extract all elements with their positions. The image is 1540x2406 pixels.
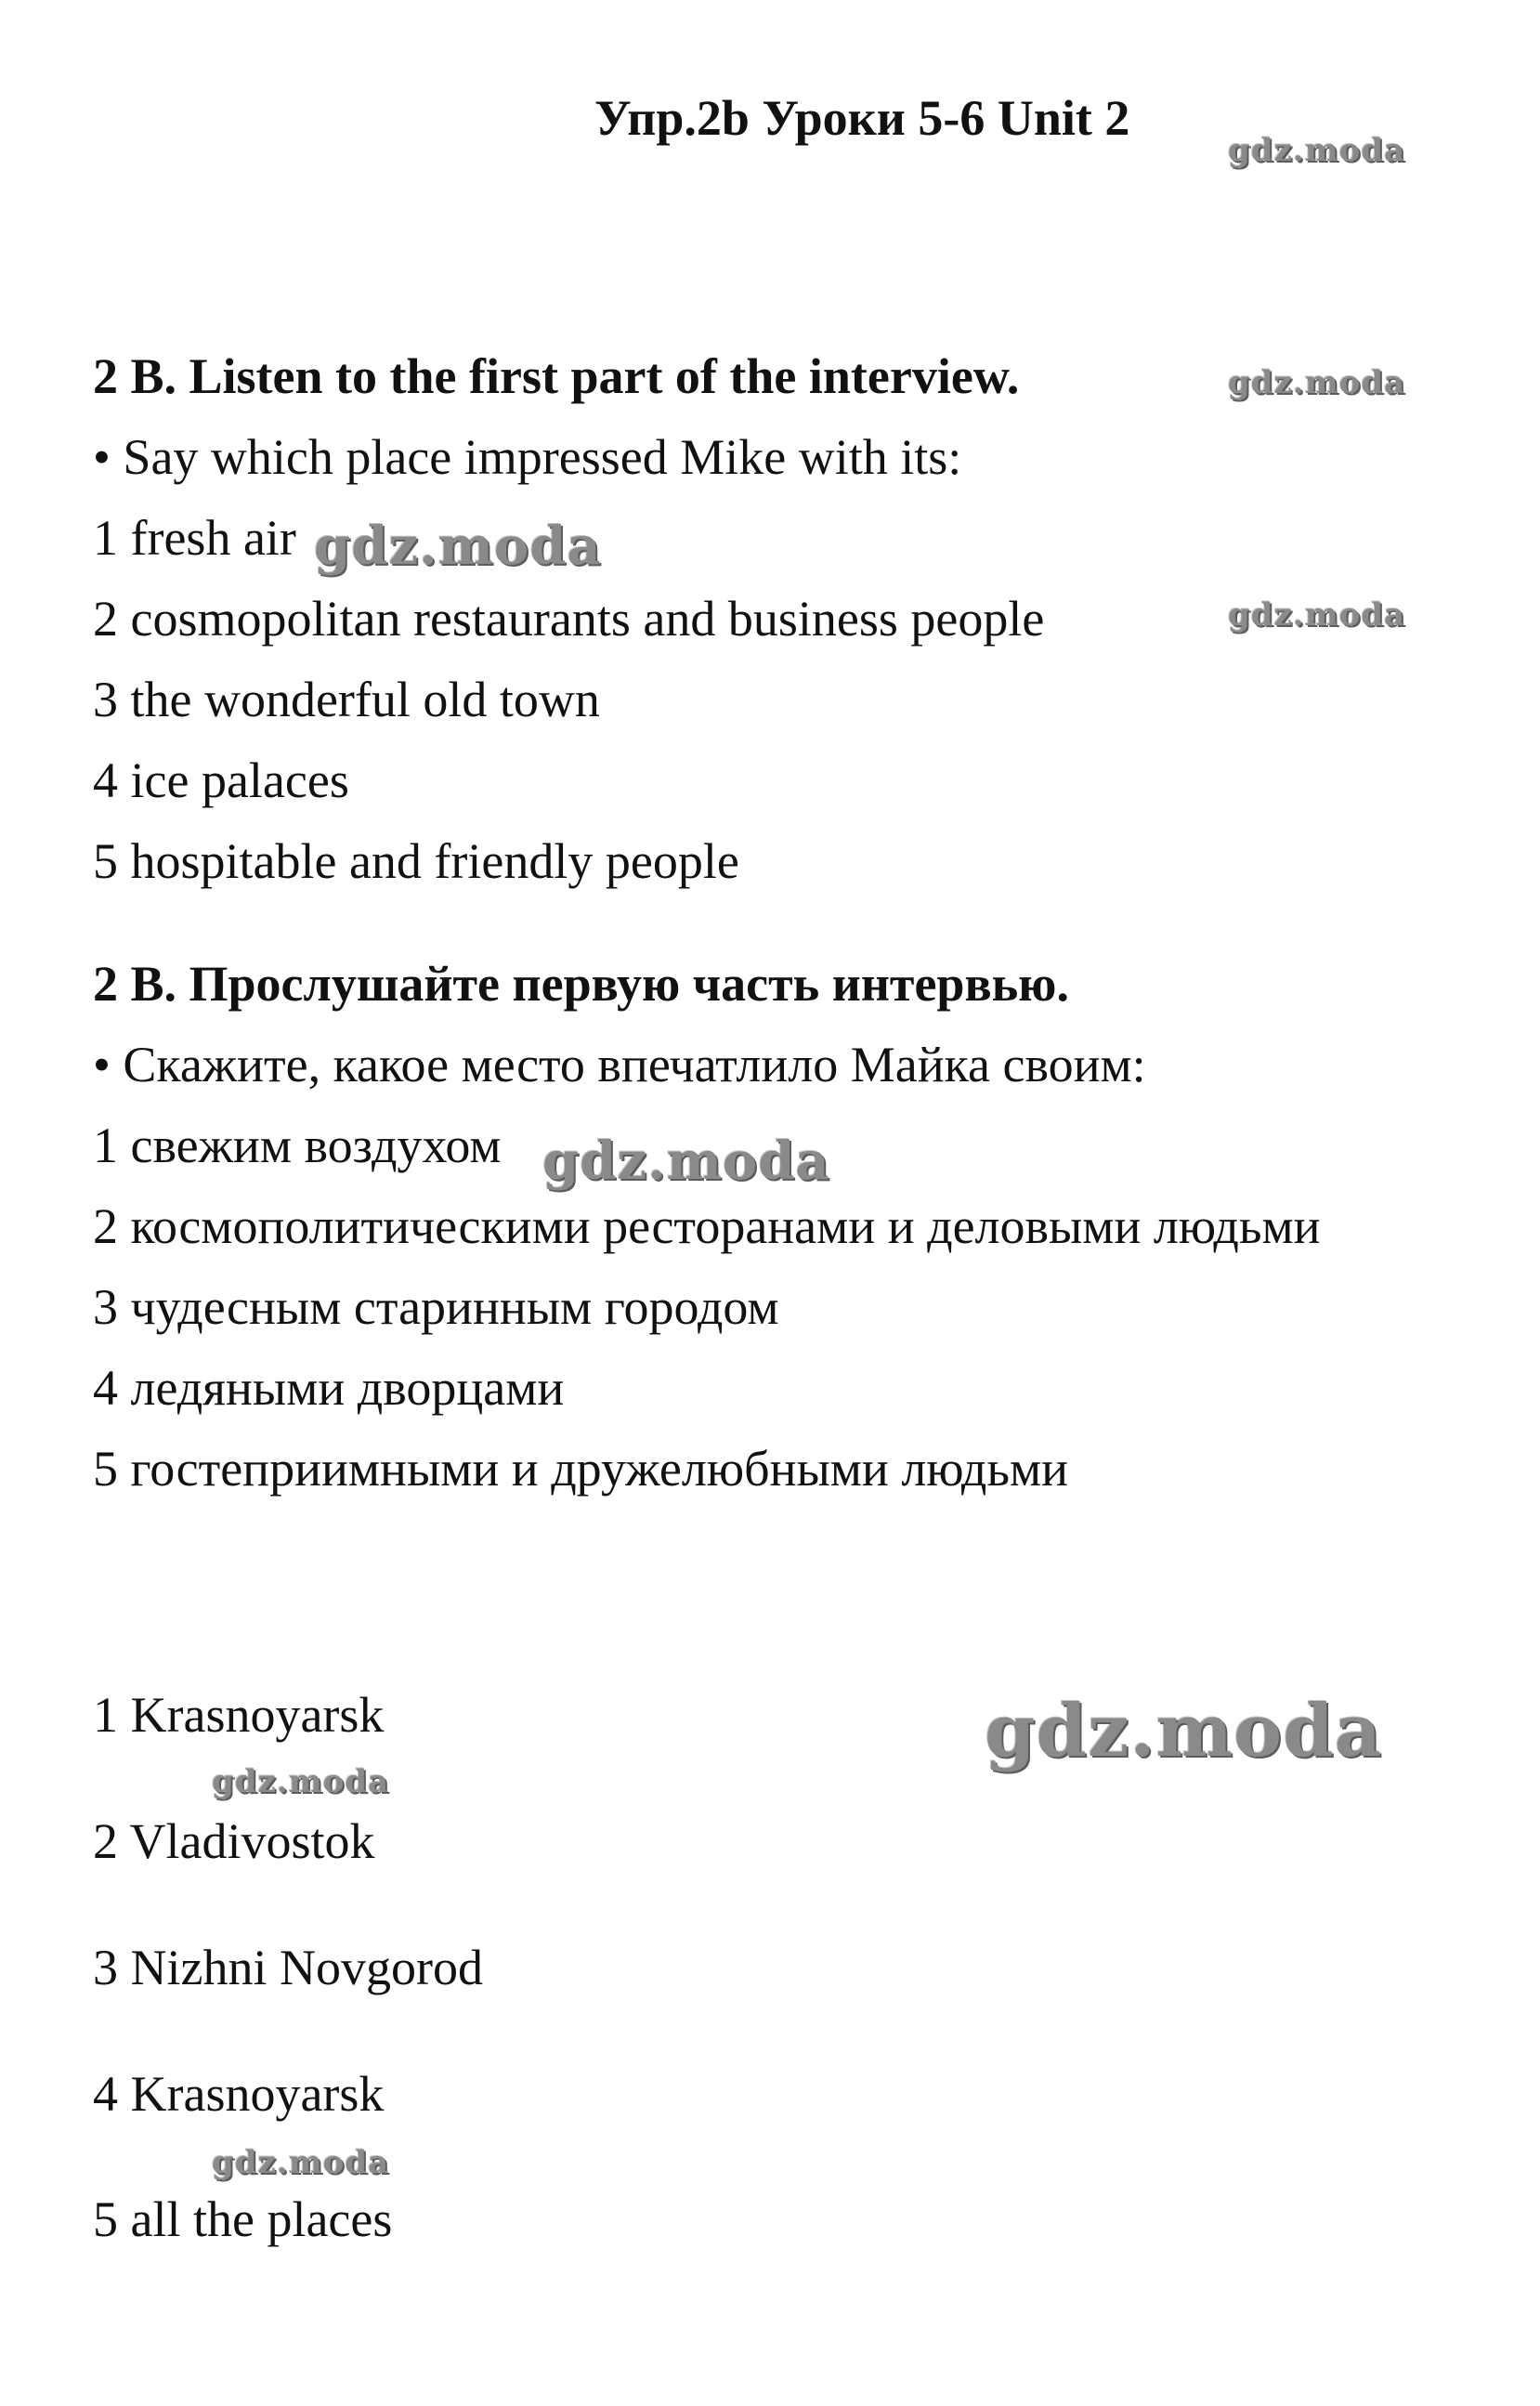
- watermark: gdz.moda: [212, 1763, 390, 1800]
- english-item: 1 fresh air: [93, 510, 296, 566]
- watermark: gdz.moda: [212, 2144, 390, 2181]
- russian-instruction: • Скажите, какое место впечатлило Майка своим:: [93, 1037, 1146, 1092]
- watermark: gdz.moda: [1228, 132, 1406, 169]
- watermark: gdz.moda: [1228, 596, 1406, 634]
- english-instruction: • Say which place impressed Mike with its:: [93, 429, 962, 485]
- answer-item: 3 Nizhni Novgorod: [93, 1940, 483, 1995]
- watermark: gdz.moda: [1228, 364, 1406, 401]
- english-heading: 2 B. Listen to the first part of the interview.: [93, 348, 1020, 404]
- english-item: 4 ice palaces: [93, 752, 349, 808]
- russian-item: 3 чудесным старинным городом: [93, 1279, 779, 1335]
- russian-item: 2 космополитическими ресторанами и деловыми людьми: [93, 1198, 1321, 1254]
- english-item: 3 the wonderful old town: [93, 672, 600, 727]
- russian-heading: 2 B. Прослушайте первую часть интервью.: [93, 956, 1069, 1012]
- russian-item: 1 свежим воздухом: [93, 1118, 502, 1173]
- answer-item: 5 all the places: [93, 2191, 393, 2247]
- answer-item: 4 Krasnoyarsk: [93, 2066, 385, 2122]
- answer-item: 2 Vladivostok: [93, 1813, 375, 1869]
- watermark: gdz.moda: [542, 1131, 830, 1192]
- russian-item: 5 гостеприимными и дружелюбными людьми: [93, 1441, 1069, 1497]
- russian-item: 4 ледяными дворцами: [93, 1360, 565, 1416]
- watermark: gdz.moda: [985, 1689, 1383, 1773]
- watermark: gdz.moda: [314, 516, 602, 577]
- page-title: Упр.2b Уроки 5-6 Unit 2: [594, 90, 1130, 146]
- english-item: 2 cosmopolitan restaurants and business people: [93, 591, 1045, 647]
- answer-item: 1 Krasnoyarsk: [93, 1687, 385, 1743]
- english-item: 5 hospitable and friendly people: [93, 833, 739, 889]
